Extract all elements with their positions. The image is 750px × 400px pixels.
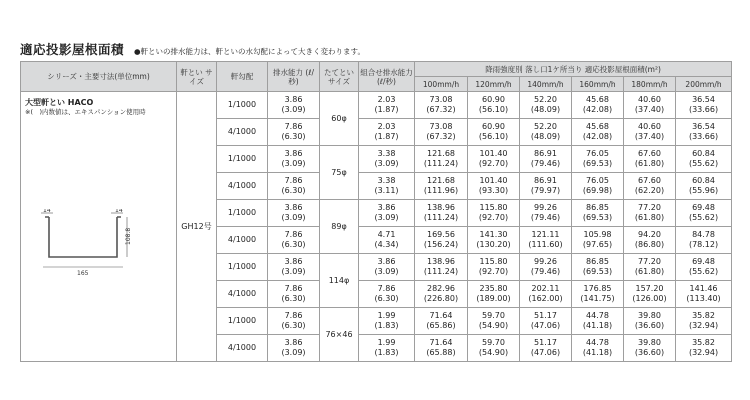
area-cell-expansion-value: (48.09) [530, 105, 561, 114]
drain-capacity-cell-expansion-value: (6.30) [281, 132, 306, 141]
area-cell [468, 146, 520, 173]
area-cell-expansion-value: (56.10) [478, 132, 509, 141]
drain-capacity-cell [268, 92, 320, 119]
area-cell-expansion-value: (111.96) [423, 186, 459, 195]
area-cell-expansion-value: (32.94) [688, 321, 719, 330]
area-cell [520, 200, 572, 227]
drain-capacity-cell-value: 3.86 [284, 95, 303, 104]
area-cell [624, 92, 676, 119]
combined-capacity-cell [359, 227, 415, 254]
gradient-cell: 4/1000 [217, 281, 268, 308]
area-cell-value: 45.68 [586, 95, 609, 104]
series-cell [21, 92, 177, 362]
area-cell-value: 44.78 [586, 311, 609, 320]
drain-capacity-cell-value: 3.86 [284, 257, 303, 266]
combined-capacity-cell-value: 4.71 [377, 230, 396, 239]
area-cell-value: 101.40 [479, 149, 508, 158]
area-cell [676, 227, 732, 254]
area-cell-value: 84.78 [692, 230, 715, 239]
area-cell [676, 146, 732, 173]
combined-capacity-cell [359, 146, 415, 173]
area-cell [676, 200, 732, 227]
drain-capacity-cell-value: 3.86 [284, 149, 303, 158]
area-cell-expansion-value: (156.24) [423, 240, 459, 249]
area-cell-expansion-value: (111.60) [528, 240, 563, 249]
area-cell-expansion-value: (65.86) [426, 321, 456, 330]
area-cell [572, 281, 624, 308]
area-cell-value: 157.20 [635, 284, 664, 293]
gradient-cell: 1/1000 [217, 146, 268, 173]
area-cell-expansion-value: (41.18) [582, 321, 613, 330]
area-cell-expansion-value: (33.66) [688, 132, 719, 141]
area-cell-value: 121.68 [427, 176, 455, 185]
gutter-size-cell: GH12号 [177, 92, 217, 362]
area-cell [624, 254, 676, 281]
area-cell-expansion-value: (79.46) [530, 213, 561, 222]
area-cell-value: 69.48 [692, 257, 715, 266]
area-cell [676, 308, 732, 335]
area-cell [415, 281, 468, 308]
col-header-rainfall: 160mm/h [572, 77, 624, 92]
combined-capacity-cell [359, 173, 415, 200]
area-cell-expansion-value: (67.32) [426, 132, 456, 141]
area-cell-expansion-value: (37.40) [634, 105, 665, 114]
drain-capacity-cell [268, 308, 320, 335]
col-header-downspout: たてとい サイズ [320, 62, 359, 92]
combined-capacity-cell-value: 1.99 [377, 338, 396, 347]
area-cell-expansion-value: (86.80) [634, 240, 665, 249]
area-cell [415, 92, 468, 119]
area-cell [572, 173, 624, 200]
area-cell [415, 146, 468, 173]
area-cell-value: 86.85 [586, 203, 609, 212]
area-cell-value: 138.96 [427, 257, 455, 266]
area-cell-expansion-value: (78.12) [688, 240, 719, 249]
area-cell-value: 235.80 [479, 284, 508, 293]
area-cell-expansion-value: (61.80) [634, 213, 665, 222]
downspout-size-cell: 60φ [320, 92, 359, 146]
col-header-rainfall: 100mm/h [415, 77, 468, 92]
combined-capacity-cell-value: 3.38 [377, 176, 396, 185]
area-cell [676, 254, 732, 281]
area-cell-value: 86.91 [534, 176, 557, 185]
area-cell-expansion-value: (189.00) [476, 294, 511, 303]
area-cell [468, 200, 520, 227]
gradient-cell: 1/1000 [217, 92, 268, 119]
area-cell-expansion-value: (61.80) [634, 159, 665, 168]
col-header-rainfall: 140mm/h [520, 77, 572, 92]
combined-capacity-cell-expansion-value: (1.87) [374, 132, 399, 141]
area-cell-value: 105.98 [583, 230, 612, 239]
area-cell-expansion-value: (111.24) [423, 213, 459, 222]
area-cell-value: 121.11 [531, 230, 560, 239]
area-cell-value: 69.48 [692, 203, 715, 212]
area-cell-expansion-value: (42.08) [582, 132, 613, 141]
area-cell-expansion-value: (69.53) [582, 159, 613, 168]
area-cell-value: 60.84 [692, 149, 715, 158]
drain-capacity-cell-expansion-value: (6.30) [281, 321, 306, 330]
gradient-cell: 4/1000 [217, 119, 268, 146]
downspout-size-cell: 89φ [320, 200, 359, 254]
area-cell [468, 119, 520, 146]
area-cell-expansion-value: (56.10) [478, 105, 509, 114]
drain-capacity-cell-value: 7.86 [284, 284, 303, 293]
area-cell [676, 119, 732, 146]
area-cell [676, 281, 732, 308]
area-cell-value: 51.17 [534, 311, 557, 320]
area-cell [624, 146, 676, 173]
table-row [21, 92, 732, 119]
dim-top-left-label: 14 [43, 209, 51, 214]
drain-capacity-cell-expansion-value: (6.30) [281, 240, 306, 249]
series-note: ※( )内数値は、エキスパンション使用時 [25, 108, 146, 116]
area-cell [624, 281, 676, 308]
col-header-gradient: 軒勾配 [217, 62, 268, 92]
drain-capacity-cell-value: 7.86 [284, 311, 303, 320]
area-cell-value: 40.60 [638, 95, 661, 104]
drain-capacity-cell-value: 7.86 [284, 122, 303, 131]
area-cell [415, 227, 468, 254]
col-header-rainfall: 120mm/h [468, 77, 520, 92]
col-header-rainfall-group: 降雨強度別 落し口1ケ所当り 適応投影屋根面積(m²) [415, 62, 732, 77]
area-cell-value: 169.56 [427, 230, 455, 239]
drain-capacity-cell [268, 146, 320, 173]
combined-capacity-cell-expansion-value: (3.09) [374, 213, 399, 222]
gradient-cell: 1/1000 [217, 308, 268, 335]
area-cell [415, 173, 468, 200]
area-cell-expansion-value: (69.98) [582, 186, 613, 195]
area-cell-value: 141.46 [689, 284, 718, 293]
area-cell-value: 99.26 [534, 203, 557, 212]
combined-capacity-cell [359, 200, 415, 227]
area-cell-expansion-value: (79.97) [530, 186, 561, 195]
area-cell-expansion-value: (48.09) [530, 132, 561, 141]
dim-height-label: 108.8 [125, 227, 132, 245]
area-cell [520, 227, 572, 254]
area-cell [520, 335, 572, 362]
area-cell-value: 176.85 [583, 284, 612, 293]
combined-capacity-cell-expansion-value: (6.30) [374, 294, 399, 303]
area-cell-value: 77.20 [638, 203, 661, 212]
area-cell-expansion-value: (92.70) [478, 159, 509, 168]
area-cell-expansion-value: (92.70) [478, 267, 509, 276]
area-cell-value: 202.11 [531, 284, 560, 293]
area-cell-value: 94.20 [638, 230, 661, 239]
drainage-table [20, 61, 732, 362]
area-cell-expansion-value: (61.80) [634, 267, 665, 276]
area-cell-value: 121.68 [427, 149, 455, 158]
drain-capacity-cell-expansion-value: (6.30) [281, 294, 306, 303]
area-cell-expansion-value: (111.24) [423, 159, 459, 168]
area-cell [520, 146, 572, 173]
combined-capacity-cell-expansion-value: (3.09) [374, 159, 399, 168]
area-cell [624, 308, 676, 335]
combined-capacity-cell-value: 1.99 [377, 311, 396, 320]
area-cell-expansion-value: (111.24) [423, 267, 459, 276]
drain-capacity-cell-value: 7.86 [284, 230, 303, 239]
area-cell-expansion-value: (93.30) [478, 186, 509, 195]
col-header-drain-capacity: 排水能力 (ℓ/秒) [268, 62, 320, 92]
area-cell-expansion-value: (55.96) [688, 186, 719, 195]
area-cell-value: 86.91 [534, 149, 557, 158]
area-cell-value: 45.68 [586, 122, 609, 131]
area-cell [572, 227, 624, 254]
area-cell [468, 92, 520, 119]
area-cell-expansion-value: (33.66) [688, 105, 719, 114]
downspout-size-cell: 76×46 [320, 308, 359, 362]
combined-capacity-cell-value: 3.86 [377, 203, 396, 212]
area-cell-value: 86.85 [586, 257, 609, 266]
combined-capacity-cell-expansion-value: (1.83) [374, 321, 399, 330]
drain-capacity-cell [268, 254, 320, 281]
area-cell-value: 138.96 [427, 203, 455, 212]
combined-capacity-cell [359, 119, 415, 146]
combined-capacity-cell-expansion-value: (3.09) [374, 267, 399, 276]
area-cell-value: 44.78 [586, 338, 609, 347]
gradient-cell: 4/1000 [217, 173, 268, 200]
area-cell-expansion-value: (55.62) [688, 159, 719, 168]
area-cell [520, 173, 572, 200]
area-cell-value: 73.08 [429, 95, 453, 104]
area-cell-value: 76.05 [586, 176, 609, 185]
area-cell-expansion-value: (92.70) [478, 213, 509, 222]
col-header-gutter: 軒とい サイズ [177, 62, 217, 92]
area-cell-value: 36.54 [692, 122, 715, 131]
drain-capacity-cell-expansion-value: (3.09) [281, 348, 306, 357]
combined-capacity-cell [359, 308, 415, 335]
drain-capacity-cell-expansion-value: (3.09) [281, 213, 306, 222]
area-cell [624, 119, 676, 146]
col-header-rainfall: 200mm/h [676, 77, 732, 92]
area-cell [676, 173, 732, 200]
drain-capacity-cell-expansion-value: (3.09) [281, 159, 306, 168]
area-cell [676, 92, 732, 119]
area-cell-expansion-value: (41.18) [582, 348, 613, 357]
area-cell-expansion-value: (55.62) [688, 213, 719, 222]
drain-capacity-cell [268, 335, 320, 362]
drain-capacity-cell-expansion-value: (3.09) [281, 105, 306, 114]
area-cell-expansion-value: (37.40) [634, 132, 665, 141]
page-title: 適応投影屋根面積 [20, 42, 125, 57]
area-cell-value: 101.40 [479, 176, 508, 185]
drain-capacity-cell-expansion-value: (6.30) [281, 186, 306, 195]
area-cell-expansion-value: (162.00) [528, 294, 563, 303]
area-cell [572, 119, 624, 146]
drain-capacity-cell-value: 3.86 [284, 338, 303, 347]
area-cell [415, 308, 468, 335]
drain-capacity-cell [268, 281, 320, 308]
area-cell-expansion-value: (141.75) [580, 294, 615, 303]
area-cell [415, 335, 468, 362]
area-cell [572, 335, 624, 362]
drain-capacity-cell-value: 7.86 [284, 176, 303, 185]
area-cell [468, 173, 520, 200]
area-cell-value: 39.80 [638, 338, 661, 347]
combined-capacity-cell-expansion-value: (4.34) [374, 240, 399, 249]
area-cell-expansion-value: (42.08) [582, 105, 613, 114]
area-cell-expansion-value: (130.20) [476, 240, 511, 249]
area-cell-expansion-value: (47.06) [530, 321, 561, 330]
area-cell-value: 59.70 [482, 338, 505, 347]
area-cell-value: 76.05 [586, 149, 609, 158]
area-cell-value: 60.90 [482, 122, 505, 131]
title-row [20, 40, 365, 56]
area-cell-value: 39.80 [638, 311, 661, 320]
combined-capacity-cell-expansion-value: (1.83) [374, 348, 399, 357]
area-cell [520, 281, 572, 308]
area-cell [520, 308, 572, 335]
area-cell-expansion-value: (36.60) [634, 348, 665, 357]
dim-top-right-label: 14 [115, 209, 123, 214]
area-cell-value: 115.80 [479, 257, 508, 266]
area-cell-value: 52.20 [534, 95, 557, 104]
combined-capacity-cell-value: 7.86 [377, 284, 396, 293]
area-cell-value: 60.84 [692, 176, 715, 185]
area-cell-value: 67.60 [638, 149, 661, 158]
area-cell-value: 52.20 [534, 122, 557, 131]
area-cell [572, 308, 624, 335]
combined-capacity-cell [359, 254, 415, 281]
combined-capacity-cell-value: 3.38 [377, 149, 396, 158]
area-cell-value: 282.96 [427, 284, 455, 293]
area-cell [415, 119, 468, 146]
gutter-profile-diagram [35, 209, 172, 279]
combined-capacity-cell [359, 92, 415, 119]
area-cell-value: 115.80 [479, 203, 508, 212]
area-cell [415, 200, 468, 227]
area-cell-value: 71.64 [429, 338, 453, 347]
area-cell-expansion-value: (79.46) [530, 159, 561, 168]
drain-capacity-cell [268, 119, 320, 146]
area-cell-expansion-value: (65.88) [426, 348, 456, 357]
combined-capacity-cell-expansion-value: (3.11) [374, 186, 399, 195]
drain-capacity-cell-value: 3.86 [284, 203, 303, 212]
header-note: ●軒といの排水能力は、軒といの水勾配によって大きく変わります。 [134, 47, 365, 56]
drain-capacity-cell [268, 200, 320, 227]
combined-capacity-cell-expansion-value: (1.87) [374, 105, 399, 114]
area-cell-expansion-value: (55.62) [688, 267, 719, 276]
gradient-cell: 1/1000 [217, 200, 268, 227]
downspout-size-cell: 114φ [320, 254, 359, 308]
area-cell [572, 146, 624, 173]
area-cell-expansion-value: (32.94) [688, 348, 719, 357]
area-cell-value: 67.60 [638, 176, 661, 185]
series-name: 大型軒とい HACO [25, 98, 94, 107]
downspout-size-cell: 75φ [320, 146, 359, 200]
area-cell-value: 60.90 [482, 95, 505, 104]
area-cell [624, 173, 676, 200]
combined-capacity-cell-value: 2.03 [377, 95, 396, 104]
area-cell-value: 71.64 [429, 311, 453, 320]
area-cell-value: 40.60 [638, 122, 661, 131]
gradient-cell: 4/1000 [217, 335, 268, 362]
area-cell-expansion-value: (54.90) [478, 321, 509, 330]
combined-capacity-cell [359, 335, 415, 362]
area-cell [520, 92, 572, 119]
area-cell-value: 73.08 [429, 122, 453, 131]
area-cell [572, 92, 624, 119]
area-cell-expansion-value: (47.06) [530, 348, 561, 357]
area-cell-expansion-value: (36.60) [634, 321, 665, 330]
drain-capacity-cell [268, 173, 320, 200]
area-cell [468, 254, 520, 281]
gradient-cell: 4/1000 [217, 227, 268, 254]
area-cell-expansion-value: (54.90) [478, 348, 509, 357]
combined-capacity-cell [359, 281, 415, 308]
col-header-series: シリーズ・主要寸法(単位mm) [21, 62, 177, 92]
area-cell-value: 35.82 [692, 311, 715, 320]
area-cell [468, 335, 520, 362]
area-cell-expansion-value: (97.65) [582, 240, 613, 249]
area-cell [572, 200, 624, 227]
gradient-cell: 1/1000 [217, 254, 268, 281]
area-cell-value: 59.70 [482, 311, 505, 320]
area-cell-value: 36.54 [692, 95, 715, 104]
area-cell [520, 254, 572, 281]
area-cell [624, 227, 676, 254]
area-cell-value: 35.82 [692, 338, 715, 347]
area-cell [468, 281, 520, 308]
area-cell-expansion-value: (69.53) [582, 267, 613, 276]
area-cell-expansion-value: (67.32) [426, 105, 456, 114]
area-cell [468, 308, 520, 335]
table-body [21, 92, 732, 362]
area-cell-value: 77.20 [638, 257, 661, 266]
area-cell-expansion-value: (62.20) [634, 186, 665, 195]
dim-width-label: 165 [77, 270, 89, 277]
area-cell-value: 99.26 [534, 257, 557, 266]
area-cell-expansion-value: (113.40) [686, 294, 721, 303]
area-cell-value: 141.30 [479, 230, 508, 239]
area-cell [572, 254, 624, 281]
drain-capacity-cell-expansion-value: (3.09) [281, 267, 306, 276]
combined-capacity-cell-value: 2.03 [377, 122, 396, 131]
drain-capacity-cell [268, 227, 320, 254]
area-cell [624, 335, 676, 362]
area-cell [520, 119, 572, 146]
col-header-rainfall: 180mm/h [624, 77, 676, 92]
area-cell [468, 227, 520, 254]
area-cell-expansion-value: (79.46) [530, 267, 561, 276]
area-cell-expansion-value: (126.00) [632, 294, 667, 303]
area-cell [624, 200, 676, 227]
combined-capacity-cell-value: 3.86 [377, 257, 396, 266]
area-cell [676, 335, 732, 362]
col-header-combined: 組合せ排水能力 (ℓ/秒) [359, 62, 415, 92]
area-cell-expansion-value: (226.80) [423, 294, 459, 303]
area-cell-expansion-value: (69.53) [582, 213, 613, 222]
area-cell [415, 254, 468, 281]
area-cell-value: 51.17 [534, 338, 557, 347]
